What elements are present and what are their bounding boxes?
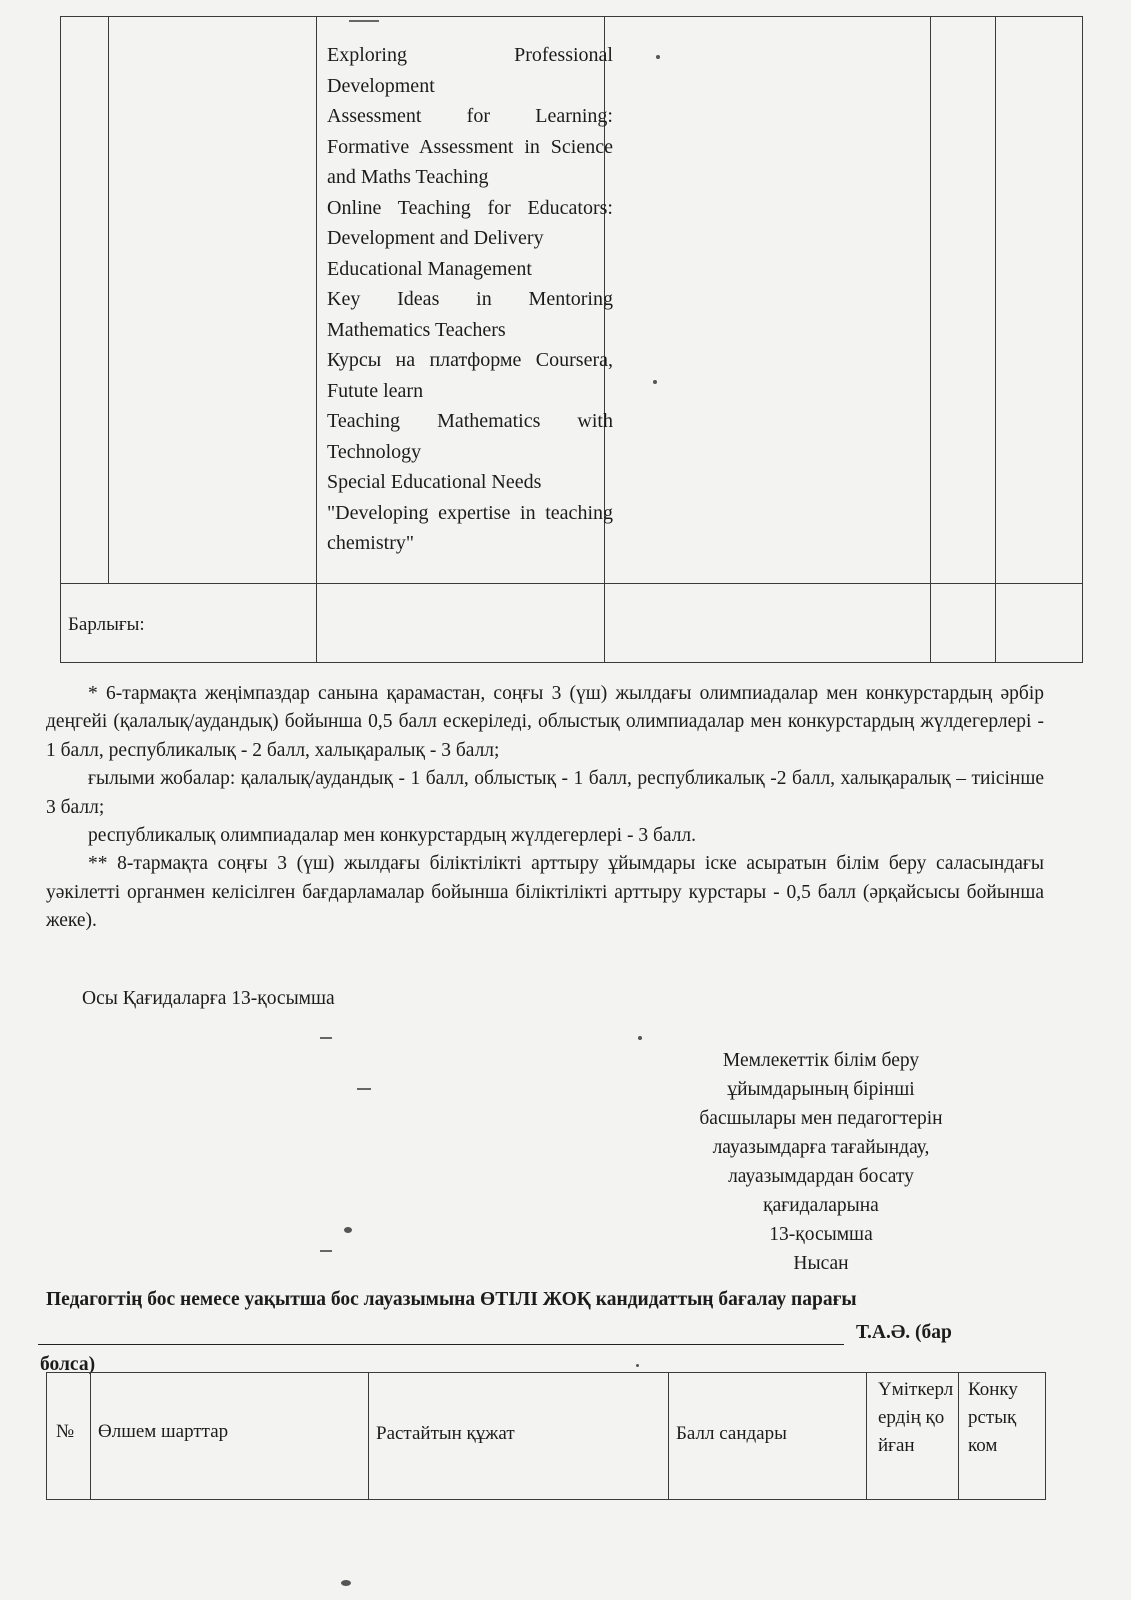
fio-label: Т.А.Ә. (бар [856,1322,952,1343]
annex-line: лауазымдардан босату [728,1166,914,1187]
col-header-commission: Конкурстық ком [968,1379,1018,1456]
scan-artifact [656,55,660,59]
scan-artifact [636,1364,639,1367]
col-header-points: Балл сандары [676,1423,787,1444]
annex-line: лауазымдарға тағайындау, [712,1137,930,1158]
col-header-number: № [56,1421,75,1442]
col-header-criteria: Өлшем шарттар [98,1421,229,1442]
course-item: Teaching Mathematics with Technology [327,410,613,463]
col-header-candidate: Үміткерлердің қойған [878,1379,954,1456]
fio-underline [38,1344,844,1345]
annex-line: басшылары мен педагогтерін [699,1108,943,1129]
course-item: Online Teaching for Educators: Development and Delivery [327,196,613,249]
annex-line: Нысан [793,1253,849,1274]
annex-line: Мемлекеттік білім беру [722,1050,920,1071]
scan-artifact [320,1037,332,1039]
footnote: * 6-тармақта жеңімпаздар санына қарамастан, соңғы 3 (үш) жылдағы олимпиадалар мен конкурстардың әрбір деңгейі (қалалық/аудандық) бойынша 0,5 балл ескеріледі, облыстық олимпиадалар мен конкурстардың жүлдегерлері - 1 балл, республикалық - 2 балл, халықаралық - 3 балл; [46,683,1044,761]
form-title: Педагогтің бос немесе уақытша бос лауазымына ӨТІЛІ ЖОҚ кандидаттың бағалау парағы [46,1289,857,1310]
annex-line: ұйымдарының бірінші [727,1079,915,1100]
scan-artifact [653,380,657,384]
course-item: Educational Management [327,257,532,280]
course-item: Special Educational Needs [327,471,542,493]
annex-line: 13-қосымша [769,1224,873,1245]
annex-reference: Осы Қағидаларға 13-қосымша [82,988,335,1009]
fio-label-continued: болса) [40,1354,96,1375]
course-list [327,40,613,559]
col-header-document: Растайтын құжат [376,1423,515,1444]
scan-artifact [357,1088,371,1090]
annex-heading [696,1046,946,1278]
course-item: Курсы на платформе Coursera, Futute learn [327,349,613,402]
scan-artifact [320,1250,332,1252]
annex-line: қағидаларына [763,1195,879,1216]
course-item: "Developing expertise in teaching chemistry" [327,501,613,554]
evaluation-table [46,1372,1046,1500]
scan-artifact [341,1580,351,1586]
total-label: Барлығы: [68,614,145,635]
scan-artifact [349,20,379,22]
course-item: Exploring Professional Development [327,44,613,97]
footnote: республикалық олимпиадалар мен конкурстардың жүлдегерлері - 3 балл. [88,825,697,847]
footnotes [46,680,1044,936]
footnote: ** 8-тармақта соңғы 3 (үш) жылдағы біліктілікті арттыру ұйымдары іске асыратын білім беру саласындағы уәкілетті органмен келісілген бағдарламалар бойынша біліктілікті арттыру курстары - 0,5 балл (әрқайсысы бойынша жеке). [46,853,1044,932]
scan-artifact [344,1227,352,1233]
course-item: Key Ideas in Mentoring Mathematics Teachers [327,288,613,341]
scan-artifact [638,1036,642,1040]
footnote: ғылыми жобалар: қалалық/аудандық - 1 балл, облыстық - 1 балл, республикалық -2 балл, халықаралық – тиісінше 3 балл; [46,768,1044,818]
course-item: Assessment for Learning: Formative Assessment in Science and Maths Teaching [327,105,613,188]
